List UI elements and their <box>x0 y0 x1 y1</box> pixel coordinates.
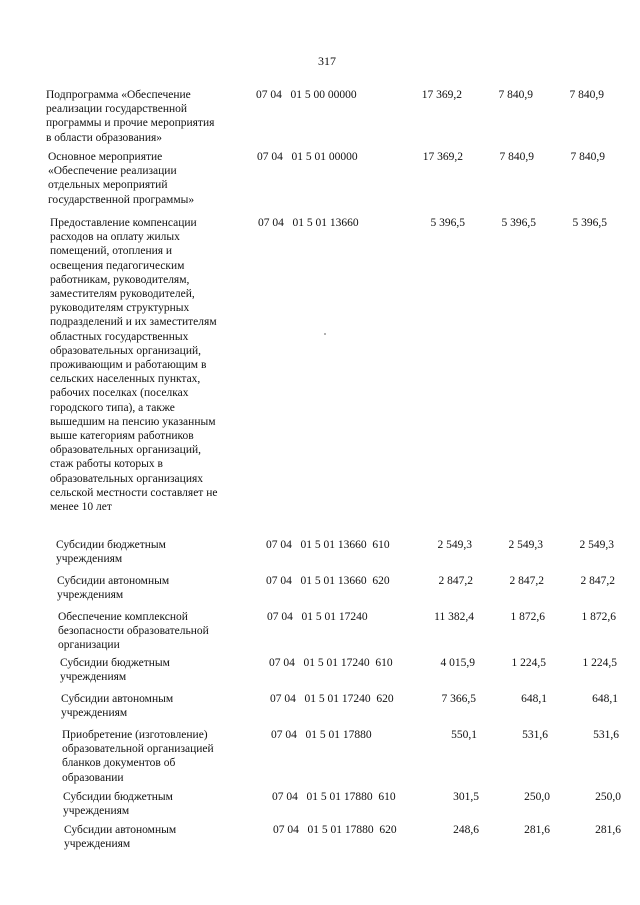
scan-speck <box>324 333 326 335</box>
row-code: 07 04 01 5 01 00000 <box>257 151 358 163</box>
row-value-1: 17 369,2 <box>421 89 462 101</box>
row-value-2: 7 840,9 <box>499 151 534 163</box>
row-code: 07 04 01 5 01 17240 610 <box>269 657 393 669</box>
row-name: Обеспечение комплексной безопасности образовательной организации <box>58 611 209 652</box>
row-name: Субсидии бюджетным учреждениям <box>60 657 170 684</box>
row-value-1: 4 015,9 <box>440 657 475 669</box>
row-code: 07 04 01 5 00 00000 <box>256 89 357 101</box>
row-code: 07 04 01 5 01 17880 610 <box>272 791 396 803</box>
row-value-3: 1 872,6 <box>581 611 616 623</box>
row-value-1: 11 382,4 <box>434 611 474 623</box>
row-value-3: 2 847,2 <box>580 575 615 587</box>
row-name: Субсидии автономным учреждениям <box>64 824 177 851</box>
row-value-2: 1 872,6 <box>510 611 545 623</box>
row-code: 07 04 01 5 01 13660 <box>258 217 359 229</box>
row-name: Субсидии бюджетным учреждениям <box>56 539 166 566</box>
row-code: 07 04 01 5 01 13660 610 <box>266 539 390 551</box>
row-value-1: 17 369,2 <box>422 151 463 163</box>
row-value-1: 301,5 <box>453 791 479 803</box>
page-number: 317 <box>318 54 336 68</box>
row-value-1: 2 549,3 <box>437 539 472 551</box>
row-value-2: 281,6 <box>524 824 550 836</box>
row-value-3: 250,0 <box>595 791 621 803</box>
row-value-3: 648,1 <box>592 693 618 705</box>
row-name: Предоставление компенсации расходов на оплату жилых помещений, отопления и освещения педагогическим работникам, руководителям, заместителям руководителей, руководителям структурных подразделений и их заместителям областных государственных образовательных организаций, проживающим и работающим в сельских населенных пунктах, рабочих поселках (поселках городского типа), а также вышедшим на пенсию указанным выше категориям работников образовательных организаций, стаж работы которых в образовательных организациях сельской местности составляет не менее 10 лет <box>50 217 218 514</box>
row-value-1: 550,1 <box>451 729 477 741</box>
row-code: 07 04 01 5 01 13660 620 <box>266 575 390 587</box>
row-name: Субсидии автономным учреждениям <box>61 693 174 720</box>
row-value-2: 5 396,5 <box>501 217 536 229</box>
row-value-3: 7 840,9 <box>570 151 605 163</box>
row-value-2: 2 847,2 <box>509 575 544 587</box>
row-value-1: 248,6 <box>453 824 479 836</box>
row-value-3: 281,6 <box>595 824 621 836</box>
row-code: 07 04 01 5 01 17240 <box>267 611 368 623</box>
row-value-1: 7 366,5 <box>441 693 476 705</box>
row-value-1: 5 396,5 <box>430 217 465 229</box>
row-value-3: 2 549,3 <box>579 539 614 551</box>
row-value-2: 531,6 <box>522 729 548 741</box>
row-code: 07 04 01 5 01 17240 620 <box>270 693 394 705</box>
row-code: 07 04 01 5 01 17880 620 <box>273 824 397 836</box>
row-value-1: 2 847,2 <box>438 575 473 587</box>
row-value-3: 1 224,5 <box>582 657 617 669</box>
row-value-3: 5 396,5 <box>572 217 607 229</box>
row-name: Субсидии автономным учреждениям <box>57 575 170 602</box>
row-name: Субсидии бюджетным учреждениям <box>63 791 173 818</box>
row-value-3: 531,6 <box>593 729 619 741</box>
row-code: 07 04 01 5 01 17880 <box>271 729 372 741</box>
row-value-3: 7 840,9 <box>569 89 604 101</box>
row-value-2: 1 224,5 <box>511 657 546 669</box>
row-name: Приобретение (изготовление) образовательной организацией бланков документов об образовании <box>62 729 214 784</box>
row-name: Основное мероприятие «Обеспечение реализации отдельных мероприятий государственной программы» <box>48 151 195 206</box>
row-value-2: 250,0 <box>524 791 550 803</box>
row-value-2: 2 549,3 <box>508 539 543 551</box>
row-name: Подпрограмма «Обеспечение реализации государственной программы и прочие мероприятия в области образования» <box>46 89 215 144</box>
row-value-2: 648,1 <box>521 693 547 705</box>
row-value-2: 7 840,9 <box>498 89 533 101</box>
